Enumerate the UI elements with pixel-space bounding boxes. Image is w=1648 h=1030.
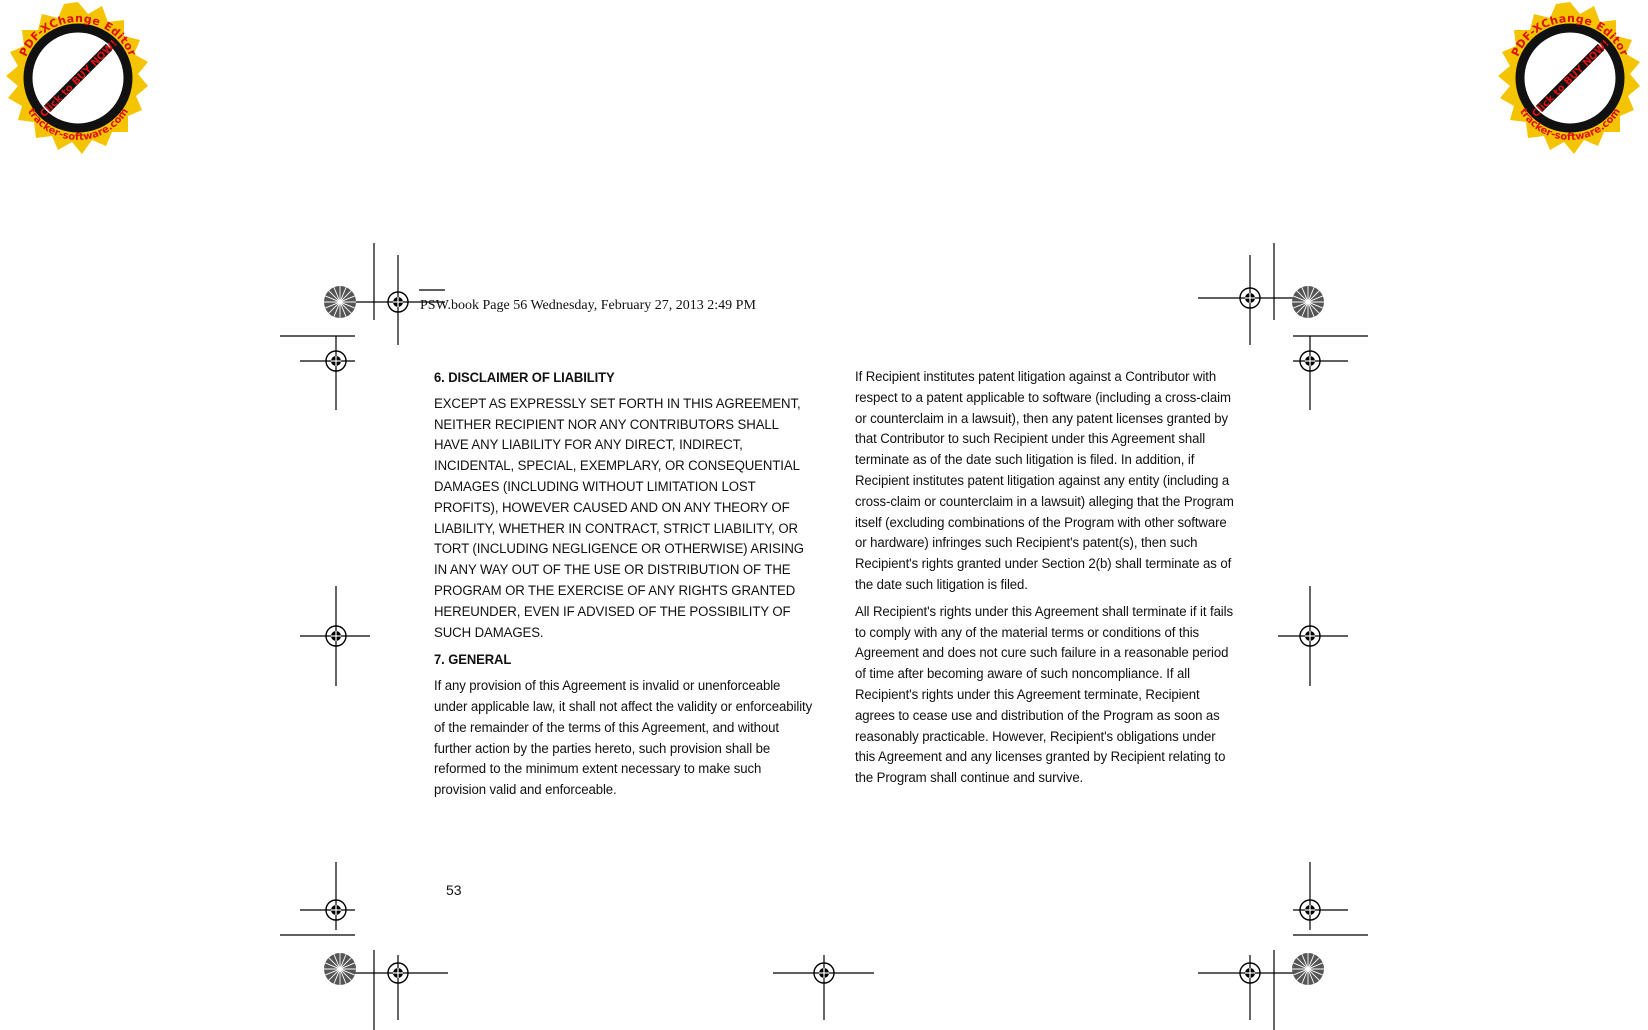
section-heading-general: 7. GENERAL: [434, 651, 512, 668]
termination-paragraph: All Recipient's rights under this Agreement shall terminate if it fails to comply with any of the material terms or conditions of this Agreement and does not cure such failure in a reasonable period of time after becoming aware of such noncompliance. If all Recipient's rights under this Agreement terminate, Recipient agrees to cease use and distribution of the Program as soon as reasonably practicable. However, Recipient's obligations under this Agreement and any licenses granted by Recipient relating to the Program shall continue and survive.: [855, 603, 1234, 787]
pdf-xchange-badge-left[interactable]: [0, 0, 156, 156]
general-paragraph: If any provision of this Agreement is invalid or unenforceable under applicable law, it shall not affect the validity or enforceability of the remainder of the terms of this Agreement, and without further action by the parties hereto, such provision shall be reformed to the minimum extent necessary to make such provision valid and enforceable.: [434, 678, 813, 799]
book-header: PSW.book Page 56 Wednesday, February 27, 2013 2:49 PM: [420, 298, 756, 313]
right-column: [855, 367, 1234, 795]
badge-bottom-text: tracker-software.com: [1517, 106, 1623, 144]
badge-top-text: PDF-XChange Editor: [1508, 11, 1632, 59]
badge-bottom-text: tracker-software.com: [25, 106, 131, 144]
section-heading-disclaimer: 6. DISCLAIMER OF LIABILITY: [434, 369, 615, 385]
page-number: 53: [446, 882, 462, 898]
pdf-xchange-badge-right[interactable]: [1492, 0, 1648, 156]
badge-middle-text: Click to BUY NOW!: [38, 38, 120, 120]
patent-litigation-paragraph: If Recipient institutes patent litigation against a Contributor with respect to a patent applicable to software (including a cross-claim or counterclaim in a lawsuit), then any patent licenses granted by that Contributor to such Recipient under this Agreement shall terminate as of the date such litigation is filed. In addition, if Recipient institutes patent litigation against any entity (including a cross-claim or counterclaim in a lawsuit) alleging that the Program itself (excluding combinations of the Program with other software or hardware) infringes such Recipient's patent(s), then such Recipient's rights granted under Section 2(b) shall terminate as of the date such litigation is filed.: [855, 369, 1234, 593]
badge-middle-text: Click to BUY NOW!: [1530, 38, 1612, 120]
badge-top-text: PDF-XChange Editor: [16, 11, 140, 59]
left-column: [434, 367, 813, 807]
disclaimer-paragraph: EXCEPT AS EXPRESSLY SET FORTH IN THIS AGREEMENT, NEITHER RECIPIENT NOR ANY CONTRIBUTORS SHALL HAVE ANY LIABILITY FOR ANY DIRECT, INDIRECT, INCIDENTAL, SPECIAL, EXEMPLARY, OR CONSEQUENTIAL DAMAGES (INCLUDING WITHOUT LIMITATION LOST PROFITS), HOWEVER CAUSED AND ON ANY THEORY OF LIABILITY, WHETHER IN CONTRACT, STRICT LIABILITY, OR TORT (INCLUDING NEGLIGENCE OR OTHERWISE) ARISING IN ANY WAY OUT OF THE USE OR DISTRIBUTION OF THE PROGRAM OR THE EXERCISE OF ANY RIGHTS GRANTED HEREUNDER, EVEN IF ADVISED OF THE POSSIBILITY OF SUCH DAMAGES.: [434, 395, 804, 641]
